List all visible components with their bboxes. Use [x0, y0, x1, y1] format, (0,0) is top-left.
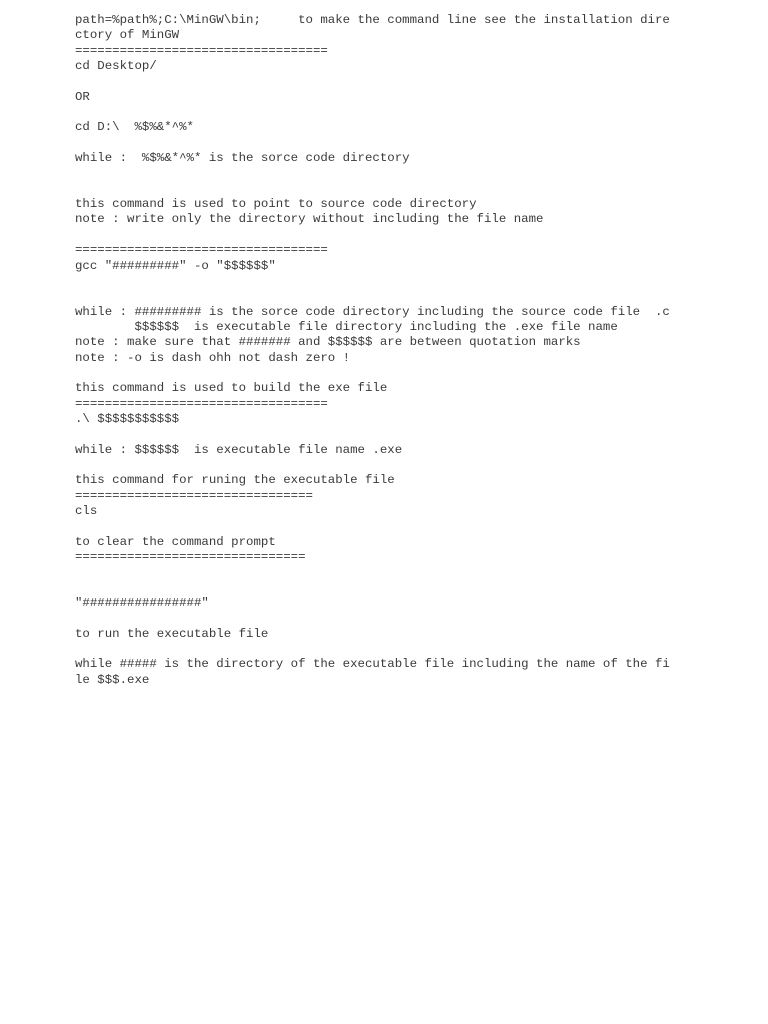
blank-line [75, 228, 755, 243]
text-line: this command is used to build the exe file [75, 381, 388, 396]
blank-line [75, 136, 755, 151]
blank-line [75, 581, 755, 596]
text-line: cls [75, 504, 98, 518]
divider-line: ================================== [75, 243, 328, 258]
text-line: this command is used to point to source code directory [75, 197, 477, 212]
blank-line [75, 289, 755, 304]
text-line: note : write only the directory without including the file name [75, 212, 544, 227]
text-line: note : -o is dash ohh not dash zero ! [75, 350, 351, 365]
blank-line [75, 74, 755, 89]
text-line: ctory of MinGW [75, 28, 180, 43]
text-line: to run the executable file [75, 626, 269, 641]
divider-line: ================================ [75, 488, 313, 503]
blank-line [75, 274, 755, 289]
text-line: .\ $$$$$$$$$$$ [75, 411, 180, 426]
blank-line [75, 182, 755, 197]
blank-line [75, 366, 755, 381]
divider-line: ================================== [75, 396, 328, 411]
text-line: OR [75, 89, 90, 104]
divider-line: ================================== [75, 43, 328, 58]
text-line: path=%path%;C:\MinGW\bin; to make the command line see the installation dire [75, 13, 670, 27]
blank-line [75, 642, 755, 657]
text-line: while : ######### is the sorce code directory including the source code file .c [75, 304, 670, 319]
text-line: while : %$%&*^%* is the sorce code directory [75, 151, 410, 166]
document-page [75, 13, 755, 688]
blank-line [75, 611, 755, 626]
text-line: note : make sure that ####### and $$$$$$ are between quotation marks [75, 335, 581, 350]
text-line: while : $$$$$$ is executable file name .exe [75, 442, 403, 457]
blank-line [75, 166, 755, 181]
text-line: cd D:\ %$%&*^%* [75, 120, 194, 135]
text-line: gcc "#########" -o "$$$$$$" [75, 258, 276, 273]
text-line: cd Desktop/ [75, 59, 157, 74]
text-line: to clear the command prompt [75, 534, 276, 549]
text-line: $$$$$$ is executable file directory including the .exe file name [75, 319, 618, 334]
blank-line [75, 427, 755, 442]
text-line: while ##### is the directory of the executable file including the name of the fi [75, 657, 670, 672]
blank-line [75, 565, 755, 580]
blank-line [75, 458, 755, 473]
text-line: "################" [75, 596, 209, 611]
text-line: le $$$.exe [75, 672, 150, 687]
blank-line [75, 105, 755, 120]
blank-line [75, 519, 755, 534]
text-line: this command for runing the executable file [75, 473, 395, 488]
divider-line: =============================== [75, 550, 306, 565]
